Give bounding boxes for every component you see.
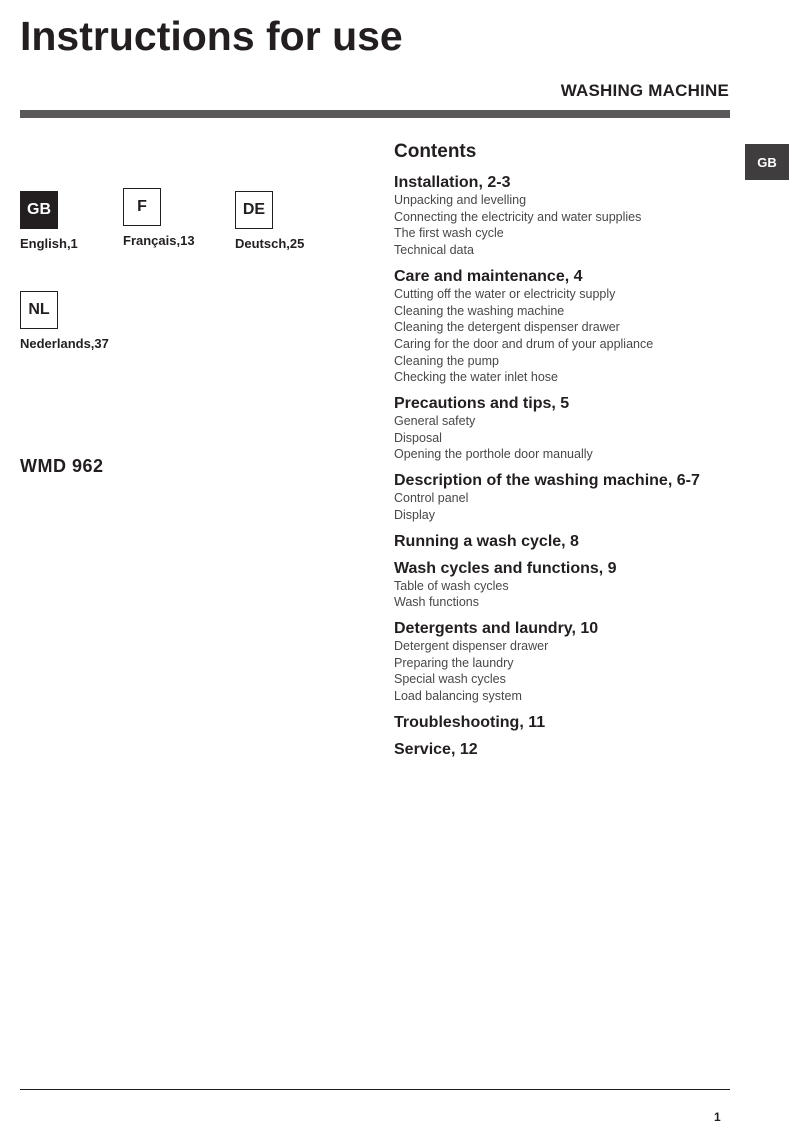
section-item[interactable]: Special wash cycles [394,672,506,687]
language-code-box: DE [235,191,273,229]
section-item[interactable]: Wash functions [394,595,479,610]
document-subtitle: WASHING MACHINE [560,81,729,100]
page-number: 1 [714,1110,721,1124]
section-item[interactable]: Display [394,507,435,522]
section-item[interactable]: Detergent dispenser drawer [394,638,549,653]
language-label: English,1 [20,236,78,251]
section-item[interactable]: Cleaning the washing machine [394,303,565,318]
section-title[interactable]: Service, 12 [394,740,478,758]
language-code-box: GB [20,191,58,229]
section-title[interactable]: Installation, 2-3 [394,174,511,191]
contents-section [394,533,734,551]
section-title[interactable]: Troubleshooting, 11 [394,713,546,731]
section-title[interactable]: Care and maintenance, 4 [394,267,583,285]
section-title[interactable]: Wash cycles and functions, 9 [394,559,617,577]
section-item[interactable]: Checking the water inlet hose [394,370,558,385]
section-item[interactable]: Preparing the laundry [394,655,514,670]
contents-section [394,174,734,259]
contents-section [394,714,734,732]
table-of-contents [394,140,734,768]
section-item[interactable]: Table of wash cycles [394,578,509,593]
language-dutch[interactable] [20,291,109,351]
section-item[interactable]: The first wash cycle [394,226,504,241]
footer-divider [20,1089,730,1090]
language-side-tab: GB [745,144,789,180]
document-title: Instructions for use [20,13,403,59]
language-code-box: F [123,188,161,226]
language-english[interactable] [20,191,78,251]
language-label: Nederlands,37 [20,336,109,351]
section-title[interactable]: Running a wash cycle, 8 [394,532,579,550]
section-item[interactable]: Cleaning the pump [394,353,499,368]
section-items [394,192,734,259]
section-items [394,578,734,611]
contents-section [394,472,734,523]
header-divider [20,110,730,118]
section-item[interactable]: Load balancing system [394,689,522,704]
section-item[interactable]: Cleaning the detergent dispenser drawer [394,320,620,335]
section-item[interactable]: Unpacking and levelling [394,193,527,207]
language-german[interactable] [235,191,305,251]
contents-sections [394,174,734,759]
contents-heading: Contents [394,141,477,162]
section-items [394,413,734,463]
contents-section [394,395,734,463]
section-item[interactable]: General safety [394,414,476,429]
section-item[interactable]: Connecting the electricity and water supplies [394,209,642,224]
section-item[interactable]: Control panel [394,491,469,506]
section-item[interactable]: Disposal [394,430,442,445]
language-french[interactable] [123,188,195,248]
section-title[interactable]: Description of the washing machine, 6-7 [394,472,700,490]
section-items [394,490,734,523]
model-number: WMD 962 [20,456,104,476]
language-label: Deutsch,25 [235,236,305,251]
contents-section [394,560,734,611]
contents-section [394,268,734,386]
section-item[interactable]: Cutting off the water or electricity supply [394,286,616,301]
language-code-box: NL [20,291,58,329]
contents-section [394,620,734,705]
section-title[interactable]: Detergents and laundry, 10 [394,619,599,637]
section-items [394,286,734,386]
section-title[interactable]: Precautions and tips, 5 [394,395,570,413]
section-item[interactable]: Opening the porthole door manually [394,447,593,462]
section-item[interactable]: Technical data [394,243,474,258]
language-label: Français,13 [123,233,195,248]
section-item[interactable]: Caring for the door and drum of your appliance [394,336,654,351]
contents-section [394,741,734,759]
section-items [394,638,734,705]
